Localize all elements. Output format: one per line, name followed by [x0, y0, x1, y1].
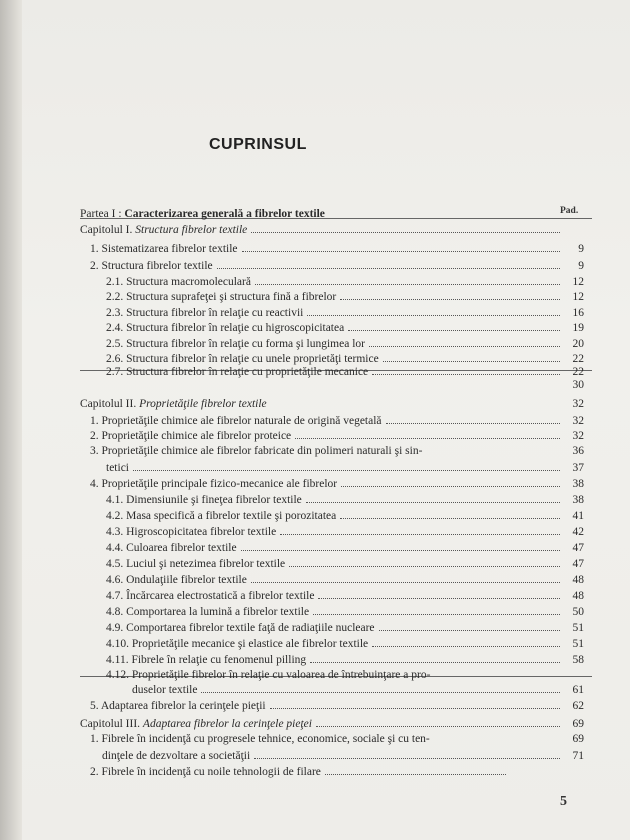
toc-entry [106, 556, 584, 571]
toc-entry-text: 2.4. Structura fibrelor în relaţie cu higroscopicitatea [106, 322, 345, 334]
toc-part-prefix: Partea I : [80, 208, 125, 220]
toc-entry [106, 305, 584, 320]
toc-entry [106, 492, 584, 507]
page-title: CUPRINSUL [209, 136, 307, 153]
toc-entry [132, 682, 584, 697]
toc-entry [106, 378, 584, 393]
toc-page-number: 12 [572, 291, 584, 303]
toc-entry-text: dinţele de dezvoltare a societăţii [102, 750, 251, 762]
toc-page-number: 69 [572, 733, 584, 745]
toc-entry-text: 2.3. Structura fibrelor în relaţie cu reactivii [106, 307, 304, 319]
toc-page-number: 61 [572, 684, 584, 696]
toc-entry-text: 4.6. Ondulaţiile fibrelor textile [106, 574, 247, 586]
toc-page-number: 42 [572, 526, 584, 538]
toc-page-number: 62 [572, 700, 584, 712]
toc-page-number: 9 [578, 243, 584, 255]
toc-entry [106, 289, 584, 304]
toc-entry [106, 620, 584, 635]
toc-page-number: 69 [572, 718, 584, 730]
toc-page-number: 32 [572, 430, 584, 442]
toc-chapter-prefix: Capitolul III. [80, 718, 143, 730]
toc-entry-text: 4.7. Încărcarea electrostatică a fibrelor textile [106, 590, 315, 602]
toc-entry [106, 652, 584, 667]
toc-entry [106, 460, 584, 475]
toc-entry [90, 444, 584, 459]
book-spine [0, 0, 22, 840]
toc-entry [106, 604, 584, 619]
toc-entry [90, 428, 584, 443]
toc-page-number: 12 [572, 276, 584, 288]
toc-entry [90, 258, 584, 273]
toc-page-number: 58 [572, 654, 584, 666]
toc-page-number: 22 [572, 353, 584, 365]
toc-page-number: 50 [572, 606, 584, 618]
toc-entry-text: 4.1. Dimensiunile şi fineţea fibrelor textile [106, 494, 302, 506]
toc-entry [90, 764, 530, 779]
toc-entry-text: 3. Proprietăţile chimice ale fibrelor fabricate din polimeri naturali şi sin- [90, 445, 423, 457]
toc-page-number: 71 [572, 750, 584, 762]
toc-entry [106, 320, 584, 335]
toc-entry [90, 413, 584, 428]
toc-page-number: 51 [572, 622, 584, 634]
toc-chapter-heading [80, 716, 584, 731]
toc-chapter-heading [80, 222, 584, 237]
toc-page-number: 48 [572, 590, 584, 602]
toc-page-number: 38 [572, 478, 584, 490]
toc-entry-text: 2. Structura fibrelor textile [90, 260, 213, 272]
toc-part-title: Caracterizarea generală a fibrelor textile [124, 208, 325, 220]
toc-entry-text: 4.4. Culoarea fibrelor textile [106, 542, 237, 554]
toc-chapter-heading [80, 397, 584, 412]
toc-page-number: 32 [572, 415, 584, 427]
toc-page-number: 41 [572, 510, 584, 522]
toc-entry-text: duselor textile [132, 684, 198, 696]
toc-chapter-prefix: Capitolul II. [80, 398, 140, 410]
toc-entry [90, 732, 584, 747]
toc-page-number: 9 [578, 260, 584, 272]
toc-entry-text: 4.11. Fibrele în relaţie cu fenomenul pilling [106, 654, 307, 666]
toc-entry-text: 2.5. Structura fibrelor în relaţie cu forma şi lungimea lor [106, 338, 365, 350]
toc-page-number: 22 [572, 366, 584, 378]
toc-entry [106, 508, 584, 523]
toc-entry-text: 4.5. Luciul şi netezimea fibrelor textile [106, 558, 286, 570]
toc-entry [106, 336, 584, 351]
toc-entry-text: 4. Proprietăţile principale fizico-mecanice ale fibrelor [90, 478, 338, 490]
toc-page-number: 48 [572, 574, 584, 586]
toc-page-number: 20 [572, 338, 584, 350]
toc-chapter-title: Adaptarea fibrelor la cerinţele pieţei [142, 718, 312, 730]
toc-entry-text: 2. Proprietăţile chimice ale fibrelor proteice [90, 430, 292, 442]
toc-entry [106, 588, 584, 603]
toc-entry-text: 2.2. Structura suprafeţei şi structura fină a fibrelor [106, 291, 337, 303]
toc-entry-text: 4.10. Proprietăţile mecanice şi elastice ale fibrelor textile [106, 638, 369, 650]
toc-page-number: 38 [572, 494, 584, 506]
toc-entry-text: 1. Proprietăţile chimice ale fibrelor naturale de origină vegetală [90, 415, 382, 427]
toc-entry-text: tetici [106, 462, 129, 474]
toc-entry [102, 748, 584, 763]
toc-entry-text: 1. Sistematizarea fibrelor textile [90, 243, 238, 255]
toc-page-number: 47 [572, 558, 584, 570]
toc-chapter-title: Proprietăţile fibrelor textile [139, 398, 267, 410]
toc-entry [90, 698, 584, 713]
toc-entry-text: 5. Adaptarea fibrelor la cerinţele pieţii [90, 700, 266, 712]
toc-entry [106, 572, 584, 587]
toc-entry-text: 4.12. Proprietăţile fibrelor în relaţie cu valoarea de întrebuinţare a pro- [106, 669, 431, 681]
toc-entry-text: 2.6. Structura fibrelor în relaţie cu unele proprietăţi termice [106, 353, 379, 365]
toc-page-number: 37 [572, 462, 584, 474]
toc-page-number: 30 [572, 379, 584, 391]
toc-page-number: 47 [572, 542, 584, 554]
toc-entry-text: 2.1. Structura macromoleculară [106, 276, 251, 288]
toc-entry [106, 636, 584, 651]
toc-page-number: 19 [572, 322, 584, 334]
toc-entry-text: 4.2. Masa specifică a fibrelor textile şi porozitatea [106, 510, 337, 522]
page-number: 5 [560, 794, 567, 809]
book-page [22, 0, 630, 840]
toc-entry [106, 274, 584, 289]
toc-chapter-title: Structura fibrelor textile [135, 224, 248, 236]
toc-page-number: 51 [572, 638, 584, 650]
toc-entry-text: 4.9. Comportarea fibrelor textile faţă de radiaţiile nucleare [106, 622, 375, 634]
toc-entry [106, 668, 584, 683]
toc-entry [106, 364, 584, 379]
page-column-header: Pad. [560, 206, 579, 216]
toc-page-number: 16 [572, 307, 584, 319]
toc-entry-text: 4.3. Higroscopicitatea fibrelor textile [106, 526, 277, 538]
toc-entry [106, 540, 584, 555]
toc-entry-text: 2. Fibrele în incidenţă cu noile tehnologii de filare [90, 766, 321, 778]
toc-page-number: 32 [572, 398, 584, 410]
toc-chapter-prefix: Capitolul I. [80, 224, 136, 236]
toc-part-heading [80, 207, 520, 222]
toc-entry-text: 4.8. Comportarea la lumină a fibrelor textile [106, 606, 310, 618]
toc-entry-text: 1. Fibrele în incidenţă cu progresele tehnice, economice, sociale şi cu ten- [90, 733, 430, 745]
toc-entry [90, 476, 584, 491]
toc-page-number: 36 [572, 445, 584, 457]
toc-entry [90, 241, 584, 256]
table-of-contents [22, 0, 630, 840]
toc-entry [106, 524, 584, 539]
toc-entry-text: 2.7. Structura fibrelor în relaţie cu proprietăţile mecanice [106, 366, 369, 378]
